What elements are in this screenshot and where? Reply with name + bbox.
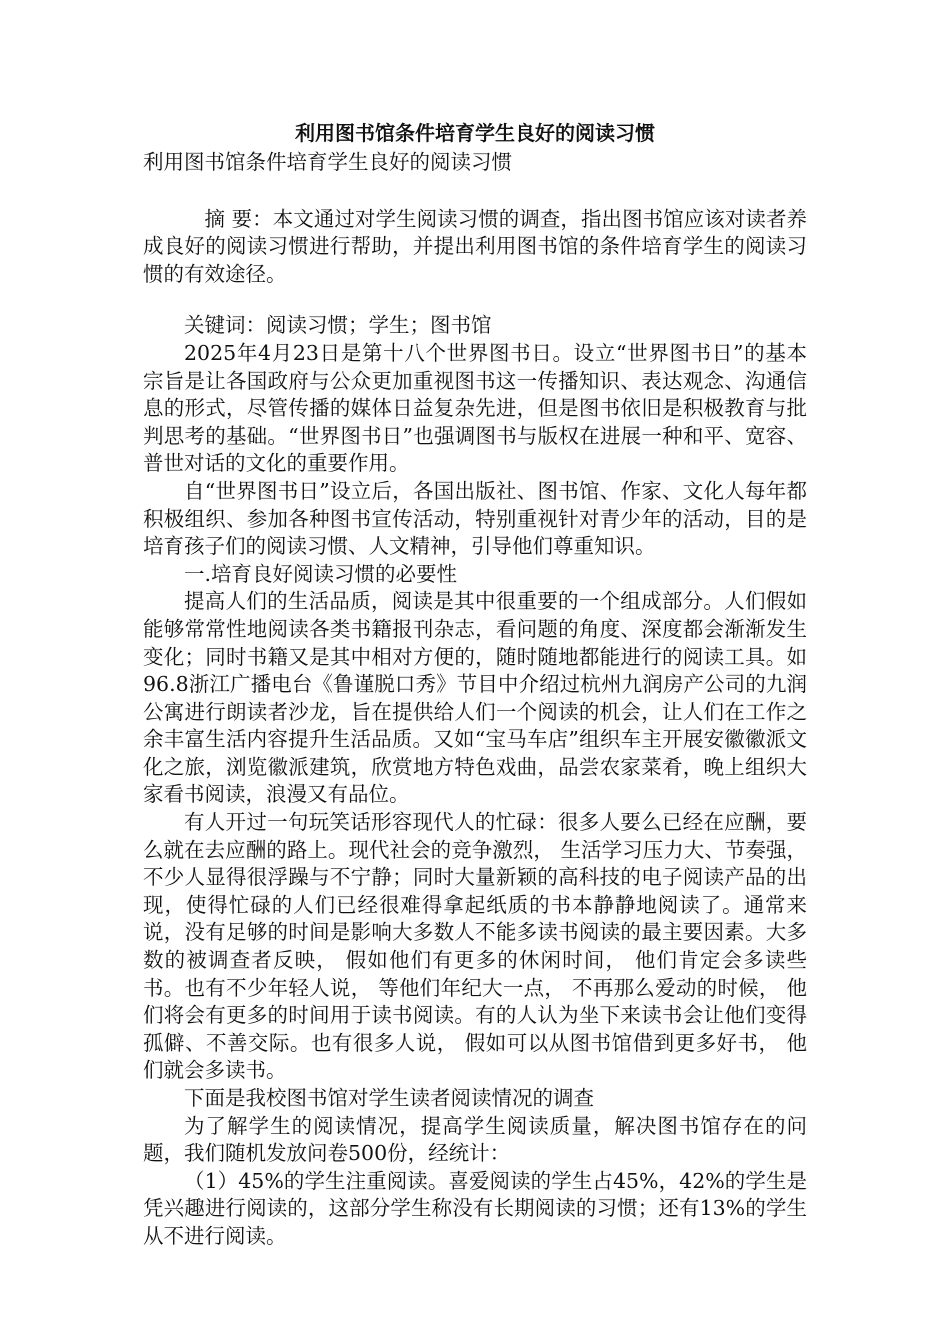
body-paragraph: 下面是我校图书馆对学生读者阅读情况的调查 bbox=[184, 1086, 594, 1110]
body-paragraph: 自“世界图书日”设立后，各国出版社、图书馆、作家、文化人每年都积极组织、参加各种图书宣传活动，特别重视针对青少年的活动，目的是培育孩子们的阅读习惯、人文精神，引导他们尊重知识。 bbox=[143, 478, 807, 559]
document-subtitle: 利用图书馆条件培育学生良好的阅读习惯 bbox=[143, 150, 512, 174]
abstract-paragraph: 摘 要：本文通过对学生阅读习惯的调查，指出图书馆应该对读者养成良好的阅读习惯进行帮助，并提出利用图书馆的条件培育学生的阅读习惯的有效途径。 bbox=[143, 206, 807, 286]
body-paragraph: 2025年4月23日是第十八个世界图书日。设立“世界图书日”的基本宗旨是让各国政府与公众更加重视图书这一传播知识、表达观念、沟通信息的形式，尽管传播的媒体日益复杂先进，但是图书依旧是积极教育与批判思考的基础。“世界图书日”也强调图书与版权在进展一种和平、宽容、普世对话的文化的重要作用。 bbox=[143, 340, 807, 476]
body-paragraph: 提高人们的生活品质，阅读是其中很重要的一个组成部分。人们假如能够常常性地阅读各类书籍报刊杂志，看问题的角度、深度都会渐渐发生变化；同时书籍又是其中相对方便的，随时随地都能进行的阅读工具。如96.8浙江广播电台《鲁谨脱口秀》节目中介绍过杭州九润房产公司的九润公寓进行朗读者沙龙，旨在提供给人们一个阅读的机会，让人们在工作之余丰富生活内容提升生活品质。又如“宝马车店”组织车主开展安徽徽派文化之旅，浏览徽派建筑，欣赏地方特色戏曲，品尝农家菜肴，晚上组织大家看书阅读，浪漫又有品位。 bbox=[143, 589, 807, 807]
body-paragraph: 有人开过一句玩笑话形容现代人的忙碌：很多人要么已经在应酬，要么就在去应酬的路上。现代社会的竞争激烈， 生活学习压力大、节奏强，不少人显得很浮躁与不宁静；同时大量新颖的高科技的电子阅读产品的出现，使得忙碌的人们已经很难得拿起纸质的书本静静地阅读了。通常来说，没有足够的时间是影响大多数人不能多读书阅读的最主要因素。大多数的被调查者反映， 假如他们有更多的休闲时间， 他们肯定会多读些书。也有不少年轻人说， 等他们年纪大一点， 不再那么爱动的时候， 他们将会有更多的时间用于读书阅读。有的人认为坐下来读书会让他们变得孤僻、不善交际。也有很多人说， 假如可以从图书馆借到更多好书， 他们就会多读书。 bbox=[143, 810, 807, 1083]
spacer bbox=[143, 177, 807, 206]
document-title: 利用图书馆条件培育学生良好的阅读习惯 bbox=[295, 121, 655, 145]
section-heading: 一.培育良好阅读习惯的必要性 bbox=[184, 561, 458, 586]
keywords-line: 关键词：阅读习惯；学生；图书馆 bbox=[184, 313, 492, 338]
body-paragraph: （1）45%的学生注重阅读。喜爱阅读的学生占45%，42%的学生是凭兴趣进行阅读的，这部分学生称没有长期阅读的习惯；还有13%的学生从不进行阅读。 bbox=[143, 1168, 807, 1248]
body-paragraph: 为了解学生的阅读情况，提高学生阅读质量，解决图书馆存在的问题，我们随机发放问卷500份，经统计： bbox=[143, 1113, 807, 1166]
spacer bbox=[143, 288, 807, 312]
